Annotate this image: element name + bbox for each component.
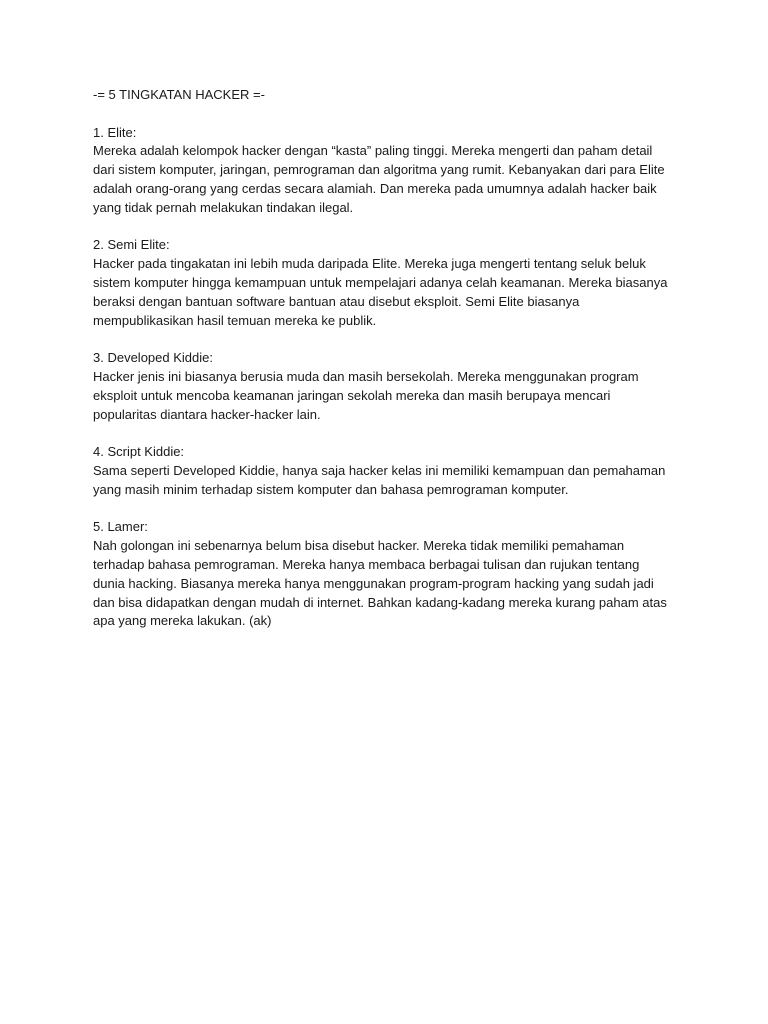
section-heading: 2. Semi Elite: (93, 237, 170, 253)
document-title: -= 5 TINGKATAN HACKER =- (93, 87, 265, 102)
section-text: Mereka adalah kelompok hacker dengan “kasta” paling tinggi. Mereka mengerti dan paham detail dari sistem komputer, jaringan, pemrograman dan algoritma yang rumit. Kebanyakan dari para Elite adalah orang-orang yang cerdas secara alamiah. Dan mereka pada umumnya adalah hacker baik yang tidak pernah melakukan tindakan ilegal. (93, 143, 665, 215)
section-developed-kiddie (93, 349, 673, 424)
section-semi-elite (93, 236, 673, 330)
section-text: Sama seperti Developed Kiddie, hanya saja hacker kelas ini memiliki kemampuan dan pemahaman yang masih minim terhadap sistem komputer dan bahasa pemrograman komputer. (93, 462, 666, 497)
section-text: Hacker pada tingakatan ini lebih muda daripada Elite. Mereka juga mengerti tentang seluk beluk sistem komputer hingga kemampuan untuk mempelajari adanya celah keamanan. Mereka biasanya beraksi dengan bantuan software bantuan atau disebut eksploit. Semi Elite biasanya mempublikasikan hasil temuan mereka ke publik. (93, 256, 668, 328)
section-text: Hacker jenis ini biasanya berusia muda dan masih bersekolah. Mereka menggunakan program eksploit untuk mencoba keamanan jaringan sekolah mereka dan masih berupaya mencari popularitas diantara hacker-hacker lain. (93, 368, 639, 422)
section-lamer (93, 518, 673, 631)
section-script-kiddie (93, 443, 673, 499)
section-heading: 5. Lamer: (93, 519, 148, 535)
section-heading: 1. Elite: (93, 124, 137, 140)
document-body (93, 86, 673, 650)
section-elite (93, 124, 673, 218)
section-heading: 3. Developed Kiddie: (93, 350, 213, 366)
section-text: Nah golongan ini sebenarnya belum bisa disebut hacker. Mereka tidak memiliki pemahaman terhadap bahasa pemrograman. Mereka hanya membaca berbagai tulisan dan rujukan tentang dunia hacking. Biasanya mereka hanya menggunakan program-program hacking yang sudah jadi dan bisa didapatkan dengan mudah di internet. Bahkan kadang-kadang mereka kurang paham atas apa yang mereka lakukan. (ak) (93, 538, 667, 629)
section-heading: 4. Script Kiddie: (93, 444, 185, 460)
